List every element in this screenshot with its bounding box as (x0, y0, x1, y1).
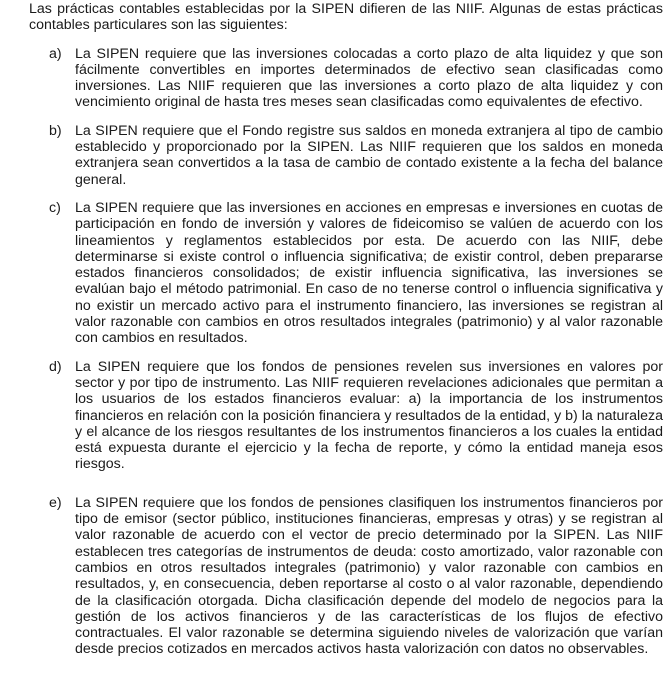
list-item-d-text: La SIPEN requiere que los fondos de pensiones revelen sus inversiones en valores por sector y por tipo de instrumento. Las NIIF requieren revelaciones adicionales que permitan a los usuarios de los estados financieros evaluar: a) la importancia de los instrumentos financieros en relación con la posición financiera y resultados de la entidad, y b) la naturaleza y el alcance de los riesgos resultantes de los instrumentos financieros a los cuales la entidad está expuesta durante el ejercicio y la fecha de reporte, y cómo la entidad maneja esos riesgos. (75, 358, 663, 473)
list-item-b-text: La SIPEN requiere que el Fondo registre sus saldos en moneda extranjera al tipo de cambio establecido y proporcionado por la SIPEN. Las NIIF requieren que los saldos en moneda extranjera sean convertidos a la tasa de cambio de contado existente a la fecha del balance general. (75, 122, 663, 188)
list-item-c-text: La SIPEN requiere que las inversiones en acciones en empresas e inversiones en cuotas de participación en fondo de inversión y valores de fideicomiso se valúen de acuerdo con los lineamientos y reglamentos establecidos por esta. De acuerdo con las NIIF, debe determinarse si existe control o influencia significativa; de existir control, deben prepararse estados financieros consolidados; de existir influencia significativa, las inversiones se evalúan bajo el método patrimonial. En caso de no tenerse control o influencia significativa y no existir un mercado activo para el instrumento financiero, las inversiones se registran al valor razonable con cambios en otros resultados integrales (patrimonio) y al valor razonable con cambios en resultados. (75, 199, 663, 347)
list-item-b (29, 123, 663, 188)
list-item-e-text: La SIPEN requiere que los fondos de pensiones clasifiquen los instrumentos financieros por tipo de emisor (sector público, instituciones financieras, empresas y otras) y se registran al valor razonable de acuerdo con el vector de precio determinado por la SIPEN. Las NIIF establecen tres categorías de instrumentos de deuda: costo amortizado, valor razonable con cambios en otros resultados integrales (patrimonio) y valor razonable con cambios en resultados, y, en consecuencia, deben reportarse al costo o al valor razonable, dependiendo de la clasificación otorgada. Dicha clasificación depende del modelo de negocios para la gestión de los activos financieros y de las características de los flujos de efectivo contractuales. El valor razonable se determina siguiendo niveles de valorización que varían desde precios cotizados en mercados activos hasta valorización con datos no observables. (75, 494, 663, 658)
list-marker-e: e) (49, 494, 62, 511)
differences-list (29, 46, 663, 658)
list-marker-a: a) (49, 45, 62, 62)
list-item-e (29, 495, 663, 658)
intro-paragraph: Las prácticas contables establecidas por la SIPEN difieren de las NIIF. Algunas de estas prácticas contables particulares son las siguientes: (29, 1, 663, 34)
list-marker-b: b) (49, 122, 62, 139)
list-marker-d: d) (49, 358, 62, 375)
list-item-a-text: La SIPEN requiere que las inversiones colocadas a corto plazo de alta liquidez y que son fácilmente convertibles en importes determinados de efectivo sean clasificadas como inversiones. Las NIIF requieren que las inversiones a corto plazo de alta liquidez y con vencimiento original de hasta tres meses sean clasificadas como equivalentes de efectivo. (75, 45, 663, 111)
list-item-c (29, 200, 663, 347)
list-item-a (29, 46, 663, 111)
list-item-d (29, 359, 663, 473)
list-marker-c: c) (49, 199, 61, 216)
